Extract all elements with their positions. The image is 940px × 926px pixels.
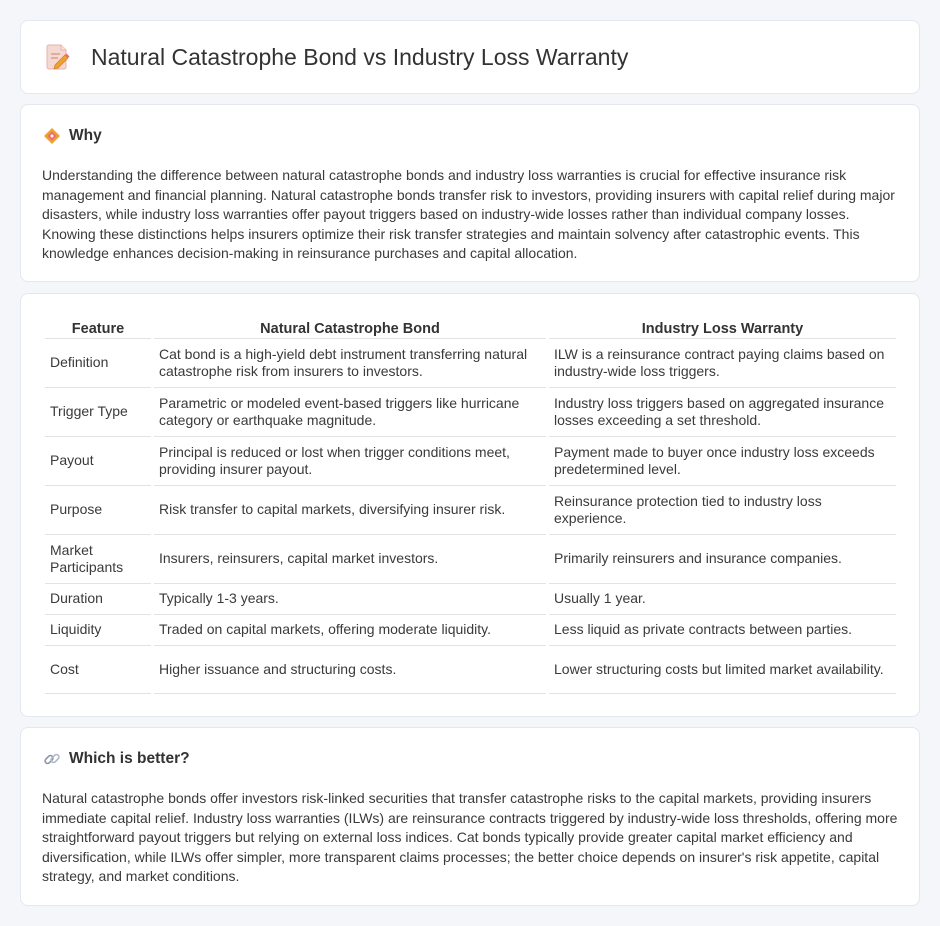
feature-cell: Definition <box>45 339 151 388</box>
ilw-cell: Industry loss triggers based on aggregated insurance losses exceeding a set threshold. <box>549 388 896 437</box>
ilw-cell: ILW is a reinsurance contract paying claims based on industry-wide loss triggers. <box>549 339 896 388</box>
table-row <box>45 486 896 535</box>
why-card <box>20 104 920 282</box>
link-icon <box>43 750 61 768</box>
cat-bond-cell: Risk transfer to capital markets, diversifying insurer risk. <box>154 486 546 535</box>
comparison-table <box>42 315 899 694</box>
feature-cell: Cost <box>45 646 151 694</box>
table-row <box>45 437 896 486</box>
ilw-cell: Lower structuring costs but limited market availability. <box>549 646 896 694</box>
which-better-card <box>20 727 920 906</box>
page-title: Natural Catastrophe Bond vs Industry Loss Warranty <box>91 43 629 70</box>
document-pencil-icon <box>45 43 71 71</box>
header-card <box>20 20 920 94</box>
feature-cell: Duration <box>45 584 151 615</box>
ilw-cell: Less liquid as private contracts between parties. <box>549 615 896 646</box>
ilw-cell: Payment made to buyer once industry loss exceeds predetermined level. <box>549 437 896 486</box>
table-row <box>45 584 896 615</box>
cat-bond-cell: Traded on capital markets, offering moderate liquidity. <box>154 615 546 646</box>
feature-cell: Market Participants <box>45 535 151 584</box>
ilw-cell: Primarily reinsurers and insurance companies. <box>549 535 896 584</box>
diamond-icon <box>43 127 61 145</box>
cat-bond-cell: Cat bond is a high-yield debt instrument transferring natural catastrophe risk from insurers to investors. <box>154 339 546 388</box>
table-row <box>45 388 896 437</box>
why-title: Why <box>69 127 102 144</box>
ilw-cell: Reinsurance protection tied to industry loss experience. <box>549 486 896 535</box>
why-text: Understanding the difference between natural catastrophe bonds and industry loss warranties is crucial for effective insurance risk management and financial planning. Natural catastrophe bonds transfer risk to investors, providing insurers with capital relief during major disasters, while industry loss warranties offer payout triggers based on industry-wide losses rather than individual company losses. Knowing these distinctions helps insurers optimize their risk transfer strategies and maintain solvency after catastrophic events. This knowledge enhances decision-making in reinsurance purchases and capital allocation. <box>42 167 895 262</box>
which-better-text: Natural catastrophe bonds offer investors risk-linked securities that transfer catastrophe risks to the capital markets, providing insurers immediate capital relief. Industry loss warranties (ILWs) are reinsurance contracts triggered by industry-wide loss thresholds, offering more straightforward payout triggers but relying on external loss indices. Cat bonds typically provide greater capital market efficiency and diversification, while ILWs offer simpler, more transparent claims processes; the better choice depends on insurer's risk appetite, capital strategy, and market conditions. <box>42 790 898 885</box>
header-cat-bond: Natural Catastrophe Bond <box>154 315 546 339</box>
table-row <box>45 646 896 694</box>
feature-cell: Trigger Type <box>45 388 151 437</box>
table-row <box>45 535 896 584</box>
feature-cell: Payout <box>45 437 151 486</box>
table-header-row <box>45 315 896 339</box>
cat-bond-cell: Principal is reduced or lost when trigger conditions meet, providing insurer payout. <box>154 437 546 486</box>
header-ilw: Industry Loss Warranty <box>549 315 896 339</box>
ilw-cell: Usually 1 year. <box>549 584 896 615</box>
cat-bond-cell: Higher issuance and structuring costs. <box>154 646 546 694</box>
table-row <box>45 615 896 646</box>
table-row <box>45 339 896 388</box>
which-better-title: Which is better? <box>69 750 190 767</box>
cat-bond-cell: Insurers, reinsurers, capital market investors. <box>154 535 546 584</box>
feature-cell: Liquidity <box>45 615 151 646</box>
header-feature: Feature <box>45 315 151 339</box>
cat-bond-cell: Parametric or modeled event-based triggers like hurricane category or earthquake magnitude. <box>154 388 546 437</box>
feature-cell: Purpose <box>45 486 151 535</box>
comparison-card <box>20 293 920 717</box>
cat-bond-cell: Typically 1-3 years. <box>154 584 546 615</box>
